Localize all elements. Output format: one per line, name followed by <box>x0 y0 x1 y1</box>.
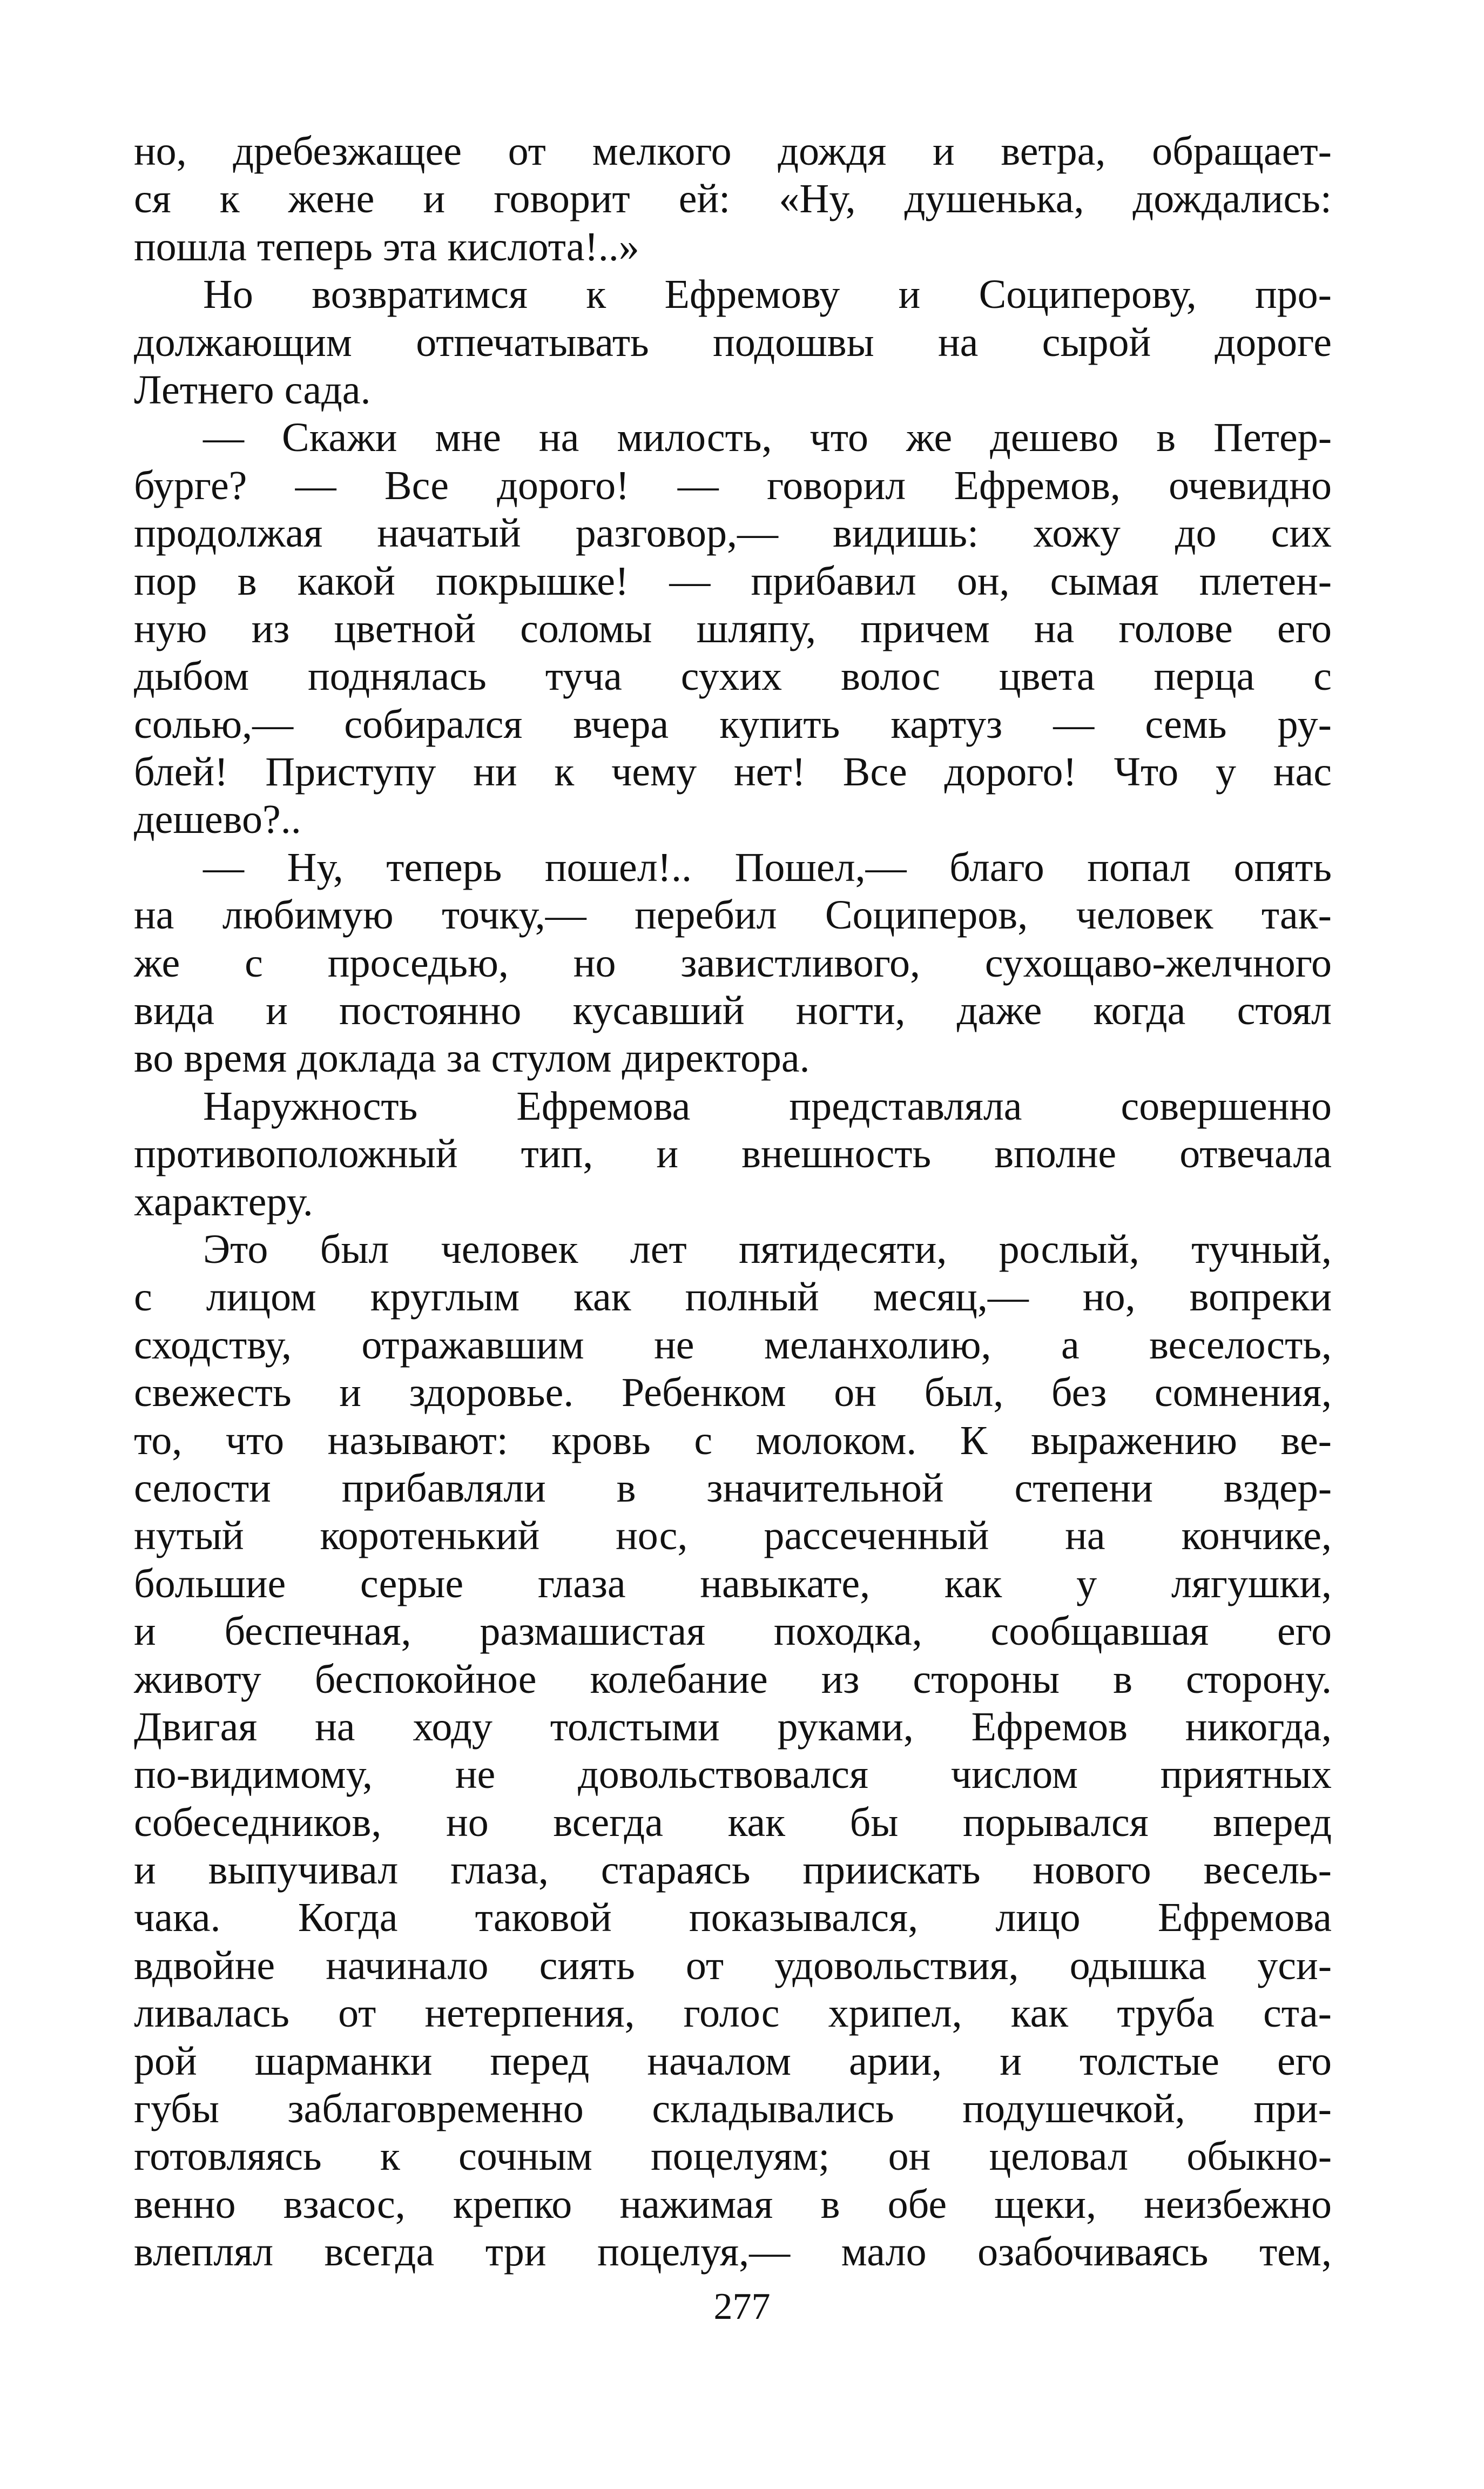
text-line: собеседников, но всегда как бы порывался вперед <box>134 1799 1332 1845</box>
text-line: характеру. <box>134 1179 313 1225</box>
text-line: блей! Приступу ни к чему нет! Все дорого! Что у нас <box>134 749 1332 795</box>
text-line: должающим отпечатывать подошвы на сырой дороге <box>134 319 1332 365</box>
text-line: Но возвратимся к Ефремову и Социперову, про- <box>203 272 1332 318</box>
text-line: чака. Когда таковой показывался, лицо Ефремова <box>134 1895 1332 1941</box>
paragraph <box>134 127 1332 271</box>
text-line: и выпучивал глаза, стараясь приискать нового весель- <box>134 1847 1332 1893</box>
text-line: во время доклада за стулом директора. <box>134 1035 810 1081</box>
text-line: селости прибавляли в значительной степени вздер- <box>134 1465 1332 1511</box>
text-line: ся к жене и говорит ей: «Ну, душенька, дождались: <box>134 176 1332 222</box>
body-text <box>134 127 1332 2276</box>
text-line: и беспечная, размашистая походка, сообщавшая его <box>134 1609 1332 1654</box>
text-line: ную из цветной соломы шляпу, причем на голове его <box>134 606 1332 651</box>
text-line: Летнего сада. <box>134 367 371 413</box>
text-line: — Ну, теперь пошел!.. Пошел,— благо попал опять <box>203 844 1332 890</box>
text-line: рой шарманки перед началом арии, и толстые его <box>134 2038 1332 2084</box>
text-line: венно взасос, крепко нажимая в обе щеки, неизбежно <box>134 2181 1332 2227</box>
text-line: бурге? — Все дорого! — говорил Ефремов, очевидно <box>134 462 1332 508</box>
text-line: — Скажи мне на милость, что же дешево в Петер- <box>203 415 1332 461</box>
text-line: нутый коротенький нос, рассеченный на кончике, <box>134 1513 1332 1559</box>
text-line: же с проседью, но завистливого, сухощаво-желчного <box>134 940 1332 986</box>
text-line: пор в какой покрышке! — прибавил он, сымая плетен- <box>134 558 1332 604</box>
text-line: дешево?.. <box>134 797 301 843</box>
text-line: готовляясь к сочным поцелуям; он целовал обыкно- <box>134 2134 1332 2179</box>
text-line: по-видимому, не довольствовался числом приятных <box>134 1752 1332 1798</box>
paragraph <box>134 271 1332 414</box>
paragraph <box>134 844 1332 1082</box>
text-line: большие серые глаза навыкате, как у лягушки, <box>134 1560 1332 1606</box>
text-line: с лицом круглым как полный месяц,— но, вопреки <box>134 1274 1332 1320</box>
text-line: животу беспокойное колебание из стороны в сторону. <box>134 1656 1332 1702</box>
text-line: Наружность Ефремова представляла совершенно <box>203 1083 1332 1129</box>
text-line: на любимую точку,— перебил Социперов, человек так- <box>134 892 1332 938</box>
paragraph <box>134 1082 1332 1226</box>
text-line: дыбом поднялась туча сухих волос цвета перца с <box>134 654 1332 699</box>
page-number: 277 <box>713 2286 771 2327</box>
paragraph <box>134 414 1332 844</box>
text-line: сходству, отражавшим не меланхолию, а веселость, <box>134 1322 1332 1368</box>
text-line: ливалась от нетерпения, голос хрипел, как труба ста- <box>134 1990 1332 2036</box>
text-line: вдвойне начинало сиять от удовольствия, одышка уси- <box>134 1942 1332 1988</box>
text-line: противоположный тип, и внешность вполне отвечала <box>134 1131 1332 1177</box>
text-line: то, что называют: кровь с молоком. К выражению ве- <box>134 1417 1332 1463</box>
text-line: свежесть и здоровье. Ребенком он был, без сомнения, <box>134 1370 1332 1416</box>
text-line: влеплял всегда три поцелуя,— мало озабочиваясь тем, <box>134 2229 1332 2275</box>
text-line: Это был человек лет пятидесяти, рослый, тучный, <box>203 1226 1332 1272</box>
text-line: продолжая начатый разговор,— видишь: хожу до сих <box>134 510 1332 556</box>
text-line: но, дребезжащее от мелкого дождя и ветра, обращает- <box>134 129 1332 174</box>
text-line: губы заблаговременно складывались подушечкой, при- <box>134 2086 1332 2132</box>
text-line: вида и постоянно кусавший ногти, даже когда стоял <box>134 988 1332 1034</box>
text-line: Двигая на ходу толстыми руками, Ефремов никогда, <box>134 1704 1332 1750</box>
text-line: пошла теперь эта кислота!..» <box>134 224 639 270</box>
paragraph <box>134 1226 1332 2276</box>
text-line: солью,— собирался вчера купить картуз — семь ру- <box>134 701 1332 747</box>
